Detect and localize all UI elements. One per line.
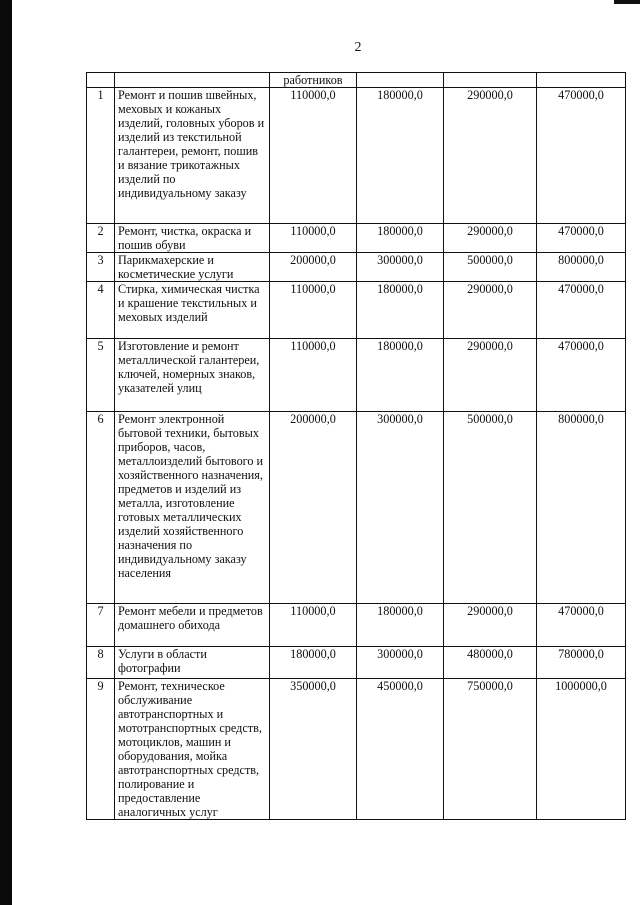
value-cell: 450000,0 xyxy=(357,679,444,820)
value-cell: 500000,0 xyxy=(444,412,537,604)
value-cell: 180000,0 xyxy=(270,647,357,679)
header-cell-v1: работников xyxy=(270,73,357,88)
value-cell: 1000000,0 xyxy=(537,679,626,820)
table-row xyxy=(87,647,626,679)
value-cell: 110000,0 xyxy=(270,604,357,647)
row-number: 7 xyxy=(87,604,115,647)
row-number: 4 xyxy=(87,282,115,339)
table-row xyxy=(87,253,626,282)
value-cell: 800000,0 xyxy=(537,253,626,282)
value-cell: 470000,0 xyxy=(537,224,626,253)
service-name: Парикмахерские и косметические услуги xyxy=(115,253,270,282)
value-cell: 180000,0 xyxy=(357,339,444,412)
service-name: Услуги в области фотографии xyxy=(115,647,270,679)
value-cell: 470000,0 xyxy=(537,604,626,647)
value-cell: 180000,0 xyxy=(357,88,444,224)
row-number: 3 xyxy=(87,253,115,282)
row-number: 5 xyxy=(87,339,115,412)
value-cell: 110000,0 xyxy=(270,88,357,224)
value-cell: 470000,0 xyxy=(537,88,626,224)
value-cell: 290000,0 xyxy=(444,88,537,224)
row-number: 1 xyxy=(87,88,115,224)
value-cell: 800000,0 xyxy=(537,412,626,604)
service-name: Ремонт мебели и предметов домашнего обихода xyxy=(115,604,270,647)
value-cell: 780000,0 xyxy=(537,647,626,679)
table-row xyxy=(87,224,626,253)
tariff-table xyxy=(86,72,626,820)
value-cell: 300000,0 xyxy=(357,647,444,679)
scan-edge-bar xyxy=(0,0,12,905)
table-row xyxy=(87,679,626,820)
value-cell: 750000,0 xyxy=(444,679,537,820)
service-name: Ремонт электронной бытовой техники, бытовых приборов, часов, металлоизделий бытового и хозяйственного назначения, предметов и изделий из металла, изготовление готовых металлических изделий хозяйственного назначения по индивидуальному заказу населения xyxy=(115,412,270,604)
service-name: Ремонт, чистка, окраска и пошив обуви xyxy=(115,224,270,253)
table-row xyxy=(87,412,626,604)
header-cell-v2 xyxy=(357,73,444,88)
service-name: Ремонт и пошив швейных, меховых и кожаных изделий, головных уборов и изделий из текстильной галантереи, ремонт, пошив и вязание трикотажных изделий по индивидуальному заказу xyxy=(115,88,270,224)
header-cell-num xyxy=(87,73,115,88)
value-cell: 500000,0 xyxy=(444,253,537,282)
table-row xyxy=(87,604,626,647)
row-number: 6 xyxy=(87,412,115,604)
value-cell: 290000,0 xyxy=(444,339,537,412)
value-cell: 200000,0 xyxy=(270,253,357,282)
value-cell: 290000,0 xyxy=(444,282,537,339)
row-number: 2 xyxy=(87,224,115,253)
value-cell: 470000,0 xyxy=(537,282,626,339)
value-cell: 180000,0 xyxy=(357,282,444,339)
service-name: Ремонт, техническое обслуживание автотранспортных и мототранспортных средств, мотоциклов, машин и оборудования, мойка автотранспортных средств, полирование и предоставление аналогичных услуг xyxy=(115,679,270,820)
header-cell-v4 xyxy=(537,73,626,88)
value-cell: 110000,0 xyxy=(270,224,357,253)
header-cell-name xyxy=(115,73,270,88)
value-cell: 300000,0 xyxy=(357,412,444,604)
row-number: 9 xyxy=(87,679,115,820)
service-name: Стирка, химическая чистка и крашение текстильных и меховых изделий xyxy=(115,282,270,339)
table-header-row xyxy=(87,73,626,88)
value-cell: 300000,0 xyxy=(357,253,444,282)
table-row xyxy=(87,339,626,412)
value-cell: 470000,0 xyxy=(537,339,626,412)
table-row xyxy=(87,88,626,224)
value-cell: 480000,0 xyxy=(444,647,537,679)
scan-corner-mark xyxy=(614,0,640,4)
value-cell: 290000,0 xyxy=(444,224,537,253)
value-cell: 180000,0 xyxy=(357,224,444,253)
table-row xyxy=(87,282,626,339)
service-name: Изготовление и ремонт металлической галантереи, ключей, номерных знаков, указателей улиц xyxy=(115,339,270,412)
value-cell: 110000,0 xyxy=(270,282,357,339)
value-cell: 350000,0 xyxy=(270,679,357,820)
page-number: 2 xyxy=(354,40,362,55)
value-cell: 180000,0 xyxy=(357,604,444,647)
value-cell: 110000,0 xyxy=(270,339,357,412)
header-cell-v3 xyxy=(444,73,537,88)
value-cell: 290000,0 xyxy=(444,604,537,647)
value-cell: 200000,0 xyxy=(270,412,357,604)
row-number: 8 xyxy=(87,647,115,679)
